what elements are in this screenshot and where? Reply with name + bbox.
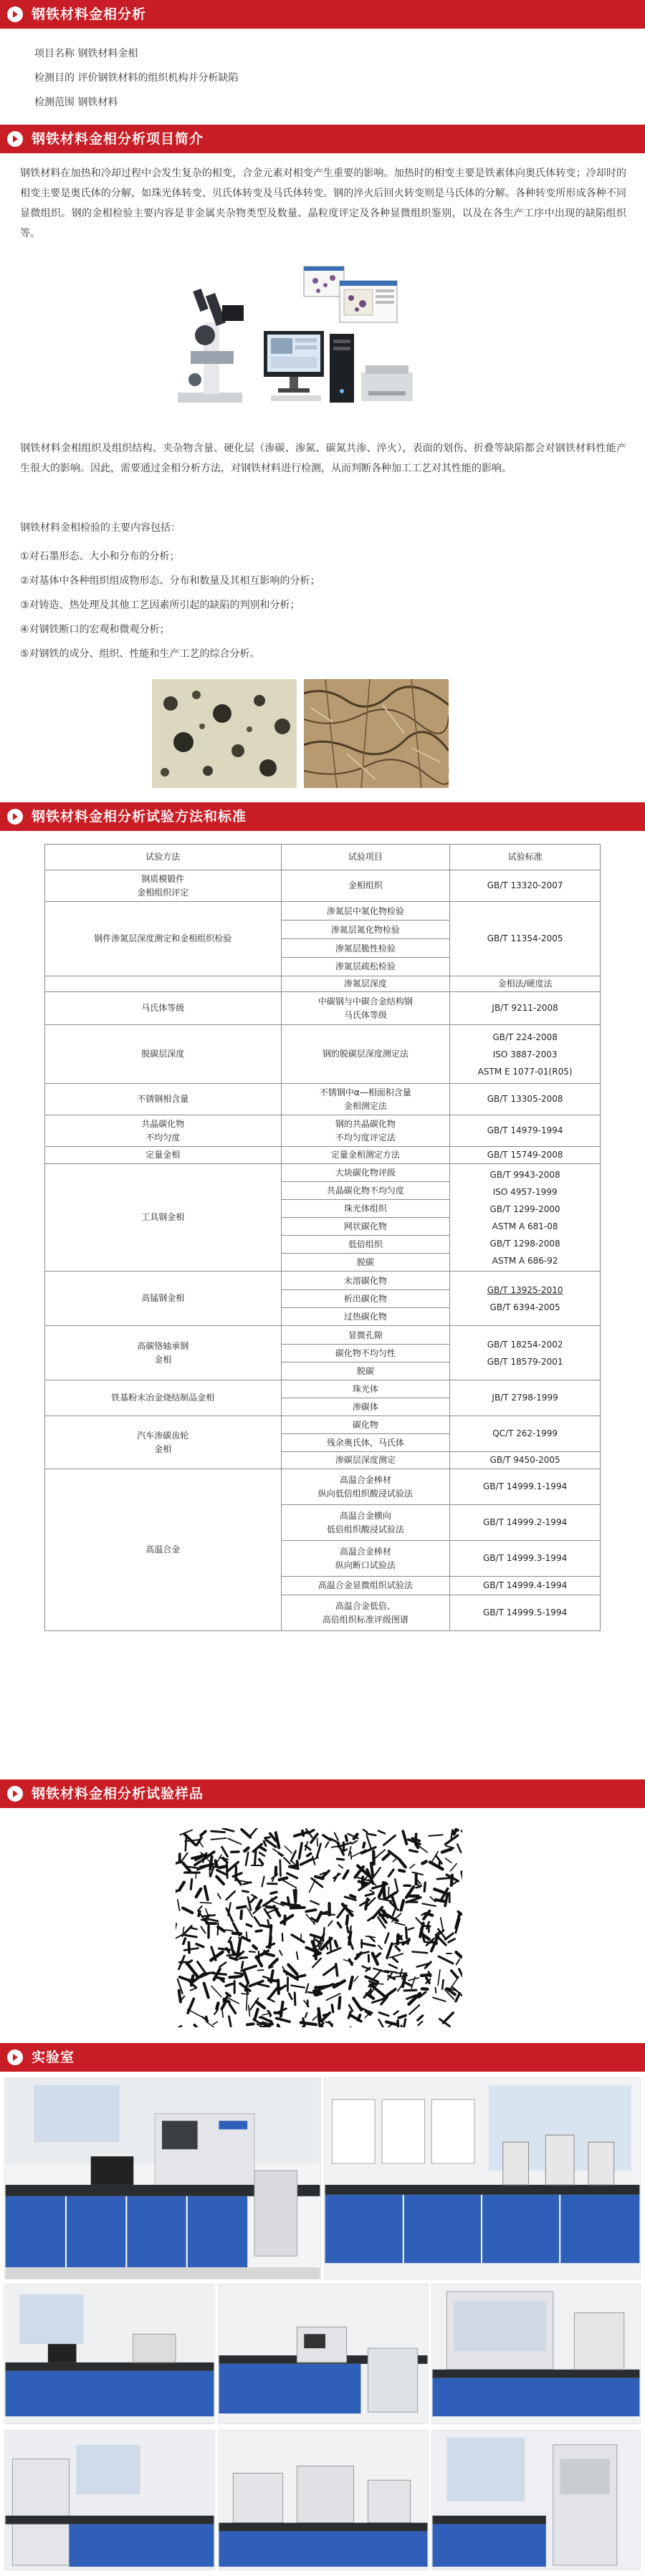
test-method-cell: 高锰钢金相	[45, 1272, 282, 1326]
standard-cell: GB/T 14999.5-1994	[450, 1595, 601, 1631]
test-method-cell: 钢件渗氮层深度测定和金相组织检验	[45, 902, 282, 976]
standard-cell: GB/T 14999.3-1994	[450, 1541, 601, 1577]
lab-photo-hardness-testers	[324, 2077, 641, 2279]
section-header-methods	[0, 802, 645, 831]
standard: ISO 4957-1999	[492, 1186, 558, 1197]
test-method-cell: 高温合金	[45, 1469, 282, 1631]
standard-cell: GB/T 14979-1994	[450, 1115, 601, 1147]
table-row	[45, 870, 601, 902]
section-header-overview	[0, 0, 645, 29]
inspection-item: ③对铸造、热处理及其他工艺因素所引起的缺陷的判别和分析；	[20, 600, 300, 611]
standard-cell	[450, 1025, 601, 1084]
test-item: 显微孔隙	[282, 1327, 450, 1345]
standard-cell: GB/T 14999.1-1994	[450, 1469, 601, 1505]
lab-photo-instruments	[218, 2430, 429, 2570]
table-row	[45, 976, 601, 992]
table-row	[45, 1115, 601, 1147]
standard: GB/T 1299-2000	[489, 1203, 560, 1214]
test-item-cell	[281, 1380, 450, 1416]
standards-table	[44, 844, 601, 1631]
arrow-bullet-icon	[7, 809, 23, 825]
test-item: 析出碳化物	[282, 1290, 450, 1308]
standard-cell: GB/T 9450-2005	[450, 1452, 601, 1469]
standard: GB/T 13925-2010	[487, 1284, 563, 1295]
inspection-item: ②对基体中各种组织组成物形态、分布和数量及其相互影响的分析；	[20, 575, 320, 587]
column-header: 试验项目	[281, 845, 450, 870]
section-header-intro	[0, 125, 645, 153]
standard: GB/T 18579-2001	[487, 1356, 563, 1367]
column-header: 试验标准	[450, 845, 601, 870]
test-method-cell: 马氏体等级	[45, 992, 282, 1025]
section-header-laboratory	[0, 2043, 645, 2072]
test-method-cell: 汽车渗碳齿轮 金相	[45, 1416, 282, 1469]
test-item: 未溶碳化物	[282, 1272, 450, 1290]
standard-cell: GB/T 14999.2-1994	[450, 1505, 601, 1541]
standard-cell: JB/T 9211-2008	[450, 992, 601, 1025]
test-item: 渗氮层疏松检验	[335, 961, 396, 971]
test-scope: 检测范围 钢铁材料	[34, 97, 118, 108]
table-row	[45, 902, 601, 976]
test-item-cell: 钢的脱碳层深度测定法	[281, 1025, 450, 1084]
test-method-cell: 钢质模锻件 金相组织评定	[45, 870, 282, 902]
test-item-cell: 渗氮层深度	[281, 976, 450, 992]
test-item: 共晶碳化物不均匀度	[282, 1182, 450, 1200]
section-title: 钢铁材料金相分析试验样品	[32, 1786, 204, 1802]
test-item: 珠光体	[282, 1380, 450, 1398]
table-row	[45, 1084, 601, 1115]
test-item: 过热碳化物	[343, 1311, 387, 1322]
test-method-cell: 高碳铬轴承钢 金相	[45, 1326, 282, 1380]
standard-cell: JB/T 2798-1999	[450, 1380, 601, 1416]
standard: GB/T 18254-2002	[487, 1339, 563, 1350]
test-item-cell: 中碳钢与中碳合金结构钢 马氏体等级	[281, 992, 450, 1025]
test-method-cell: 定量金相	[45, 1147, 282, 1164]
inspection-item: ④对钢铁断口的宏观和微观分析；	[20, 624, 170, 635]
table-row	[45, 1272, 601, 1326]
section-header-samples	[0, 1779, 645, 1808]
table-row	[45, 1469, 601, 1505]
test-item: 渗氮层氮化物检验	[282, 921, 450, 939]
table-row	[45, 1164, 601, 1272]
test-method-cell: 工具钢金相	[45, 1164, 282, 1272]
section-title: 钢铁材料金相分析	[32, 6, 147, 22]
table-row	[45, 1416, 601, 1452]
test-item: 渗碳体	[352, 1402, 378, 1412]
inspection-list-title: 钢铁材料金相检验的主要内容包括：	[20, 522, 181, 534]
arrow-bullet-icon	[7, 2049, 23, 2065]
test-item: 碳化物不均匀性	[282, 1345, 450, 1363]
standard-cell: GB/T 13320-2007	[450, 870, 601, 902]
standard: GB/T 1298-2008	[489, 1238, 560, 1249]
intro-paragraph-2: 钢铁材料金相组织及组织结构、夹杂物含量、硬化层（渗碳、渗氮、碳氮共渗、淬火），表面的划伤、折叠等缺陷都会对钢铁材料性能产生很大的影响。因此，需要通过金相分析方法，对钢铁材料进行检测，从而判断各种加工工艺对其性能的影响。	[20, 443, 626, 474]
inspection-item: ⑤对钢铁的成分、组织、性能和生产工艺的综合分析。	[20, 648, 260, 660]
table-row	[45, 1326, 601, 1380]
arrow-bullet-icon	[7, 6, 23, 22]
test-item: 渗氮层中氮化物检验	[282, 902, 450, 921]
standard-cell: GB/T 11354-2005	[450, 902, 601, 976]
standard-cell: GB/T 15749-2008	[450, 1147, 601, 1164]
test-item-cell: 渗碳层深度测定	[281, 1452, 450, 1469]
intro-paragraph-1: 钢铁材料在加热和冷却过程中会发生复杂的相变，合金元素对相变产生重要的影响。加热时的相变主要是铁素体向奥氏体转变；冷却时的相变主要是奥氏体的分解，如珠光体转变、贝氏体转变及马氏体转变。钢的淬火后回火转变则是马氏体的分解。各种转变所形成各种不同显微组织。钢的金相检验主要内容是非金属夹杂物类型及数量、晶粒度评定及各种显微组织鉴别，以及在各生产工序中出现的缺陷组织等。	[20, 168, 626, 239]
test-method-cell	[45, 976, 282, 992]
test-item-cell: 定量金相测定方法	[281, 1147, 450, 1164]
standard-cell: QC/T 262-1999	[450, 1416, 601, 1452]
lab-photo-spectrometer	[4, 2077, 321, 2279]
sample-micrograph-image	[176, 1828, 462, 2027]
test-method-cell: 铁基粉末冶金烧结制品金相	[45, 1380, 282, 1416]
test-item: 脱碳	[356, 1257, 374, 1267]
standard: GB/T 6394-2005	[489, 1302, 560, 1312]
section-title: 钢铁材料金相分析试验方法和标准	[32, 809, 247, 825]
standard: ASTM A 681-08	[492, 1221, 558, 1231]
test-method-cell: 不锈钢相含量	[45, 1084, 282, 1115]
test-item-cell: 高温合金显微组织试验法	[281, 1577, 450, 1595]
standard-cell: GB/T 14999.4-1994	[450, 1577, 601, 1595]
lab-photo-bench	[4, 2284, 215, 2424]
standard-cell	[450, 1272, 601, 1326]
column-header: 试验方法	[45, 845, 282, 870]
microstructure-micrograph-image	[304, 679, 449, 788]
test-item-cell	[281, 1164, 450, 1272]
test-item-cell: 高温合金棒材 纵向低倍组织酸浸试验法	[281, 1469, 450, 1505]
standard: ISO 3887-2003	[492, 1049, 558, 1059]
graphite-micrograph-image	[152, 679, 297, 788]
test-item-cell: 金相组织	[281, 870, 450, 902]
test-item: 脱碳	[356, 1365, 374, 1376]
test-item-cell	[281, 1416, 450, 1452]
test-purpose: 检测目的 评价钢铁材料的组织机构并分析缺陷	[34, 72, 239, 84]
arrow-bullet-icon	[7, 131, 23, 147]
test-item-cell: 高温合金低倍、 高倍组织标准评级图谱	[281, 1595, 450, 1631]
test-item-cell: 高温合金棒材 纵向断口试验法	[281, 1541, 450, 1577]
table-row	[45, 1380, 601, 1416]
standard: ASTM A 686-92	[492, 1255, 558, 1266]
test-item: 低倍组织	[282, 1236, 450, 1254]
section-title: 实验室	[32, 2049, 75, 2065]
standard: GB/T 9943-2008	[489, 1169, 560, 1180]
inspection-item: ①对石墨形态、大小和分布的分析；	[20, 551, 180, 562]
lab-photo-equipment	[218, 2284, 429, 2424]
table-row	[45, 1147, 601, 1164]
standard-cell	[450, 1164, 601, 1272]
lab-photo-storage	[431, 2430, 641, 2570]
standard-cell: 金相法/硬度法	[450, 976, 601, 992]
table-row	[45, 1025, 601, 1084]
test-item: 碳化物	[282, 1416, 450, 1434]
metallographic-microscope-system-image	[163, 265, 421, 415]
test-item-cell	[281, 902, 450, 976]
standard: ASTM E 1077-01(R05)	[477, 1066, 573, 1077]
standard: GB/T 224-2008	[492, 1032, 558, 1042]
test-item-cell: 钢的共晶碳化物 不均匀度评定法	[281, 1115, 450, 1147]
test-item: 大块碳化物评级	[282, 1164, 450, 1182]
standard-cell	[450, 1326, 601, 1380]
test-item: 残余奥氏体，马氏体	[326, 1438, 404, 1448]
arrow-bullet-icon	[7, 1786, 23, 1802]
standard-cell: GB/T 13305-2008	[450, 1084, 601, 1115]
table-header-row	[45, 845, 601, 870]
project-name: 项目名称 钢铁材料金相	[34, 48, 138, 59]
test-item-cell: 不锈钢中α—相面积含量 金相测定法	[281, 1084, 450, 1115]
section-title: 钢铁材料金相分析项目简介	[32, 131, 204, 147]
test-item: 珠光体组织	[282, 1200, 450, 1218]
test-method-cell: 脱碳层深度	[45, 1025, 282, 1084]
test-item: 网状碳化物	[282, 1218, 450, 1236]
lab-photo-cabinets	[4, 2430, 215, 2570]
lab-photo-fume-hood	[431, 2284, 641, 2424]
test-item-cell	[281, 1326, 450, 1380]
table-row	[45, 992, 601, 1025]
test-item: 渗氮层脆性检验	[282, 939, 450, 958]
test-item-cell	[281, 1272, 450, 1326]
test-method-cell: 共晶碳化物 不均匀度	[45, 1115, 282, 1147]
test-item-cell: 高温合金横向 低倍组织酸浸试验法	[281, 1505, 450, 1541]
